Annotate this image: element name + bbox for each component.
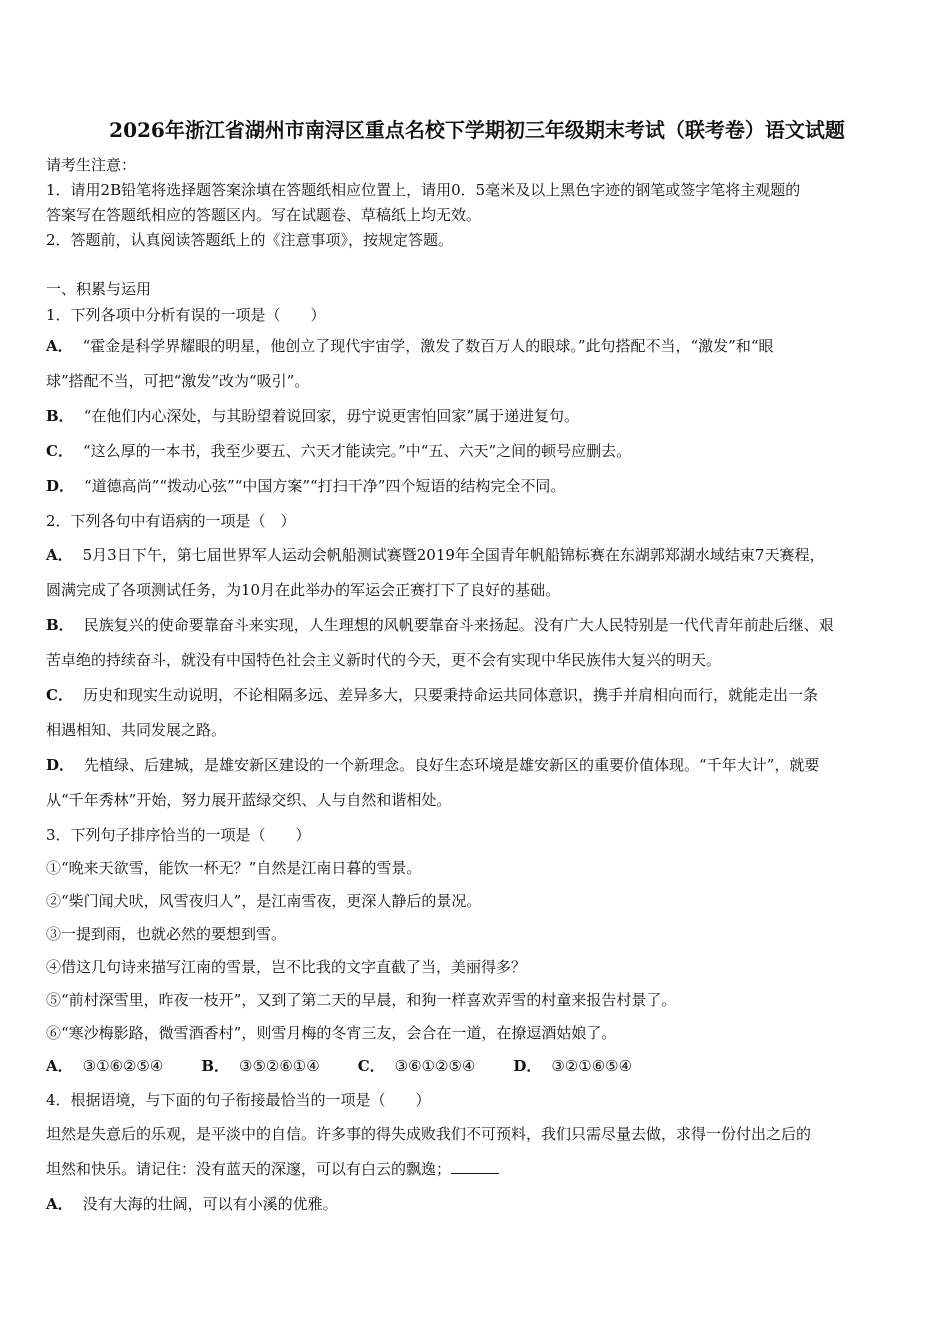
sentence-5: ⑤“前村深雪里，昨夜一枝开”，又到了第二天的早晨，和狗一样喜欢弄雪的村童来报告村景了。 <box>46 991 677 1009</box>
sentence-4: ④借这几句诗来描写江南的雪景，岂不比我的文字直截了当，美丽得多？ <box>46 958 527 976</box>
question-2-option-c-cont: 相遇相知、共同发展之路。 <box>46 721 227 739</box>
notice <box>46 153 908 253</box>
option-text: “霍金是科学界耀眼的明星，他创立了现代宇宙学，激发了数百万人的眼球。”此句搭配不当，“激发”和“眼 <box>82 337 774 355</box>
option-text: 民族复兴的使命要靠奋斗来实现，人生理想的风帆要靠奋斗来扬起。没有广大人民特别是一代代青年前赴后继、艰 <box>83 616 834 634</box>
question-4 <box>46 1083 908 1222</box>
question-1-option-b <box>46 399 908 434</box>
question-1-option-c <box>46 434 908 469</box>
question-4-stem: 4．根据语境，与下面的句子衔接最恰当的一项是（ ） <box>46 1091 431 1109</box>
option-text: “道德高尚”“拨动心弦”“中国方案”“打扫干净”四个短语的结构完全不同。 <box>84 477 566 495</box>
notice-item-1-line-1: 1．请用2B铅笔将选择题答案涂填在答题纸相应位置上，请用0．5毫米及以上黑色字迹的钢笔或签字笔将主观题的 <box>46 181 801 199</box>
question-3-option-a <box>46 1050 163 1083</box>
question-3-option-b <box>201 1050 319 1083</box>
sentence-3: ③一提到雨，也就必然的要想到雪。 <box>46 925 287 943</box>
question-3-stem: 3．下列句子排序恰当的一项是（ ） <box>46 826 311 844</box>
answer-blank <box>451 1159 499 1174</box>
option-text: “在他们内心深处，与其盼望着说回家，毋宁说更害怕回家”属于递进复句。 <box>83 407 580 425</box>
question-1-option-a-cont: 球”搭配不当，可把“激发”改为“吸引”。 <box>46 372 310 390</box>
question-4-passage-line-2 <box>46 1152 908 1187</box>
notice-item-2: 2．答题前，认真阅读答题纸上的《注意事项》，按规定答题。 <box>46 231 454 249</box>
option-text: 历史和现实生动说明，不论相隔多远、差异多大，只要秉持命运共同体意识，携手并肩相向而行，就能走出一条 <box>82 686 818 704</box>
spacer <box>46 253 908 277</box>
option-label: C． <box>46 686 73 704</box>
question-4-passage-line-1: 坦然是失意后的乐观，是平淡中的自信。许多事的得失成败我们不可预料，我们只需尽量去做，求得一份付出之后的 <box>46 1125 812 1143</box>
option-text: 5月3日下午，第七届世界军人运动会帆船测试赛暨2019年全国青年帆船锦标赛在东湖郭郑湖水域结束7天赛程， <box>82 546 825 564</box>
option-text: 没有大海的壮阔，可以有小溪的优雅。 <box>82 1195 338 1213</box>
page-title: 2026年浙江省湖州市南浔区重点名校下学期初三年级期末考试（联考卷）语文试题 <box>109 118 845 142</box>
option-text: ③①⑥②⑤④ <box>82 1057 164 1075</box>
section-heading: 一、积累与运用 <box>46 280 152 298</box>
option-label: D． <box>513 1057 542 1075</box>
option-label: C． <box>357 1057 385 1075</box>
option-label: A． <box>46 1057 73 1075</box>
question-3-option-c <box>358 1050 476 1083</box>
option-label: B． <box>201 1057 230 1075</box>
question-1-option-a <box>46 329 908 364</box>
sentence-2: ②“柴门闻犬吠，风雪夜归人”，是江南雪夜，更深人静后的景况。 <box>46 892 482 910</box>
question-2-option-b <box>46 608 908 643</box>
question-2-option-c <box>46 678 908 713</box>
option-label: D． <box>46 477 75 495</box>
question-3-option-d <box>513 1050 632 1083</box>
notice-item-1-line-2: 答案写在答题纸相应的答题区内。写在试题卷、草稿纸上均无效。 <box>46 206 482 224</box>
option-label: D． <box>46 756 75 774</box>
option-label: A． <box>46 546 73 564</box>
option-text: ③⑥①②⑤④ <box>394 1057 476 1075</box>
option-text: ③②①⑥⑤④ <box>551 1057 633 1075</box>
option-text: “这么厚的一本书，我至少要五、六天才能读完。”中“五、六天”之间的顿号应删去。 <box>82 442 632 460</box>
option-label: B． <box>46 616 74 634</box>
question-2-option-d-cont: 从“千年秀林”开始，努力展开蓝绿交织、人与自然和谐相处。 <box>46 791 452 809</box>
notice-heading: 请考生注意： <box>46 156 137 174</box>
question-1-option-d <box>46 469 908 504</box>
option-text: 先植绿、后建城，是雄安新区建设的一个新理念。良好生态环境是雄安新区的重要价值体现。“千年大计”，就要 <box>84 756 820 774</box>
question-2 <box>46 504 908 818</box>
question-2-option-d <box>46 748 908 783</box>
question-3 <box>46 818 908 1083</box>
sentence-6: ⑥“寒沙梅影路，微雪酒香村”，则雪月梅的冬宵三友，会合在一道，在撩逗酒姑娘了。 <box>46 1024 617 1042</box>
question-2-stem: 2．下列各句中有语病的一项是（ ） <box>46 512 296 530</box>
question-2-option-a-cont: 圆满完成了各项测试任务，为10月在此举办的军运会正赛打下了良好的基础。 <box>46 581 561 599</box>
option-text: ③⑤②⑥①④ <box>239 1057 320 1075</box>
question-1 <box>46 302 908 504</box>
question-2-option-b-cont: 苦卓绝的持续奋斗，就没有中国特色社会主义新时代的今天，更不会有实现中华民族伟大复兴的明天。 <box>46 651 722 669</box>
exam-page <box>46 108 908 1222</box>
sentence-1: ①“晚来天欲雪，能饮一杯无？”自然是江南日暮的雪景。 <box>46 859 422 877</box>
question-4-option-a <box>46 1187 908 1222</box>
question-2-option-a <box>46 538 908 573</box>
option-label: C． <box>46 442 73 460</box>
option-label: B． <box>46 407 74 425</box>
question-3-options <box>46 1050 908 1083</box>
option-label: A． <box>46 1195 73 1213</box>
option-label: A． <box>46 337 73 355</box>
passage-text: 坦然和快乐。请记住：没有蓝天的深邃，可以有白云的飘逸； <box>46 1160 452 1178</box>
question-1-stem: 1．下列各项中分析有误的一项是（ ） <box>46 306 326 324</box>
